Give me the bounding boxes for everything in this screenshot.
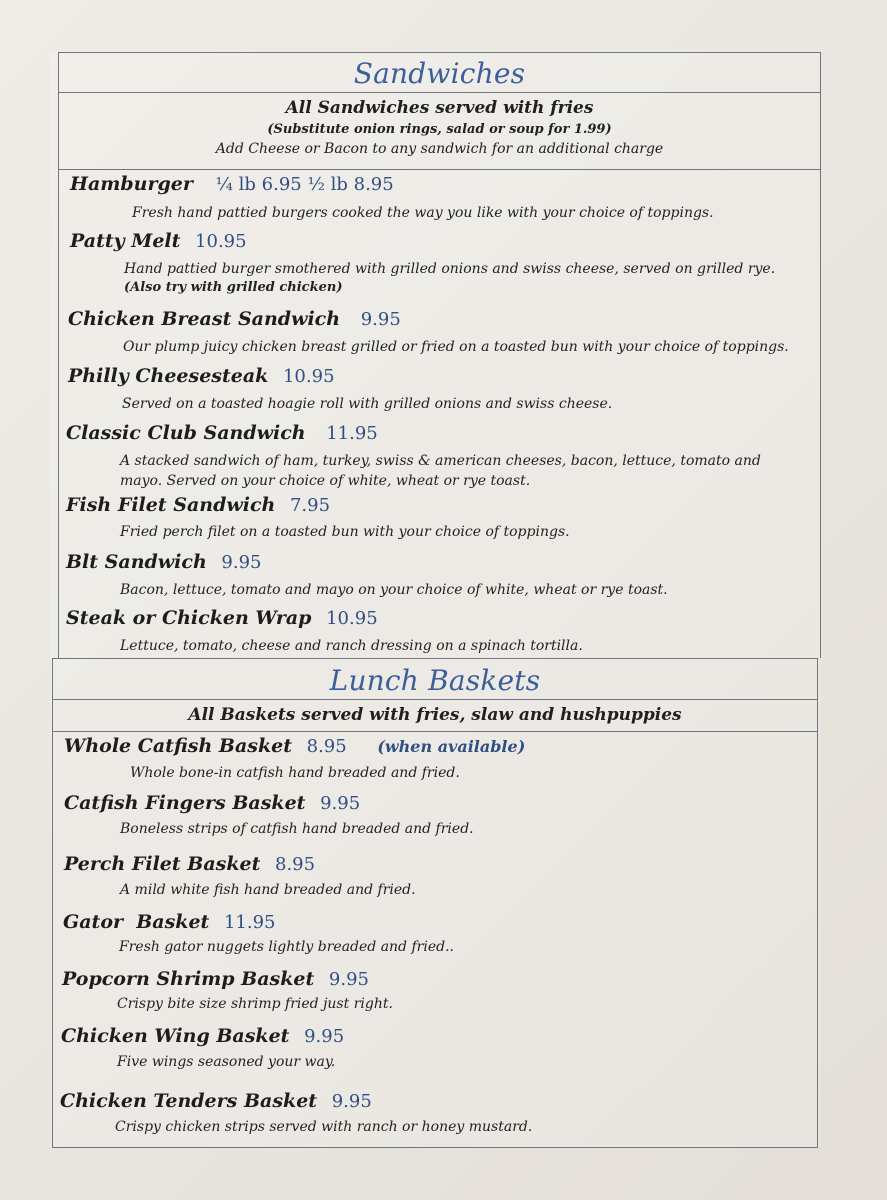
divider-baskets-title <box>52 699 818 700</box>
item-name: Hamburger <box>70 173 193 195</box>
item-price: 9.95 <box>221 552 262 573</box>
divider-baskets-top <box>52 658 818 659</box>
item-name: Popcorn Shrimp Basket <box>62 968 315 990</box>
item-description: Five wings seasoned your way. <box>117 1054 336 1070</box>
baskets-title: Lunch Baskets <box>329 664 541 697</box>
bottom-border <box>52 1147 818 1148</box>
item-description: Fresh gator nuggets lightly breaded and fried.. <box>119 939 454 955</box>
item-description: Crispy bite size shrimp fried just right. <box>117 996 393 1012</box>
item-description: Served on a toasted hoagie roll with grilled onions and swiss cheese. <box>122 396 613 412</box>
item-name: Patty Melt <box>70 230 181 252</box>
item-price: 10.95 <box>326 608 378 629</box>
divider-baskets-subhead <box>52 731 818 732</box>
item-name: Whole Catfish Basket <box>64 735 292 757</box>
item-name: Chicken Breast Sandwich <box>68 308 341 330</box>
item-price: 9.95 <box>320 793 361 814</box>
item-name: Steak or Chicken Wrap <box>66 607 312 629</box>
item-price: 8.95 <box>306 736 347 757</box>
item-description: Boneless strips of catfish hand breaded and fried. <box>120 821 474 837</box>
item-price: 9.95 <box>331 1091 372 1112</box>
item-name: Catfish Fingers Basket <box>64 792 306 814</box>
item-description: Fried perch filet on a toasted bun with your choice of toppings. <box>120 524 570 540</box>
item-description: Whole bone-in catfish hand breaded and fried. <box>130 765 460 781</box>
item-name: Classic Club Sandwich <box>66 422 306 444</box>
item-price: 7.95 <box>289 495 331 516</box>
item-description: Fresh hand pattied burgers cooked the way you like with your choice of toppings. <box>132 205 714 221</box>
item-price: 9.95 <box>360 309 401 330</box>
item-name: Philly Cheesesteak <box>68 365 269 387</box>
item-description: Lettuce, tomato, cheese and ranch dressing on a spinach tortilla. <box>120 638 583 654</box>
sandwiches-title: Sandwiches <box>353 57 526 90</box>
item-name: Chicken Tenders Basket <box>60 1090 318 1112</box>
item-name: Perch Filet Basket <box>64 853 261 875</box>
item-description: A stacked sandwich of ham, turkey, swiss & american cheeses, bacon, lettuce, tomato and mayo. Served on your choice of white, wheat or rye toast. <box>120 453 761 489</box>
item-price: 8.95 <box>275 854 316 875</box>
item-name: Gator Basket <box>63 911 210 933</box>
sandwiches-subhead: All Sandwiches served with fries <box>285 98 594 118</box>
item-availability-note: (when available) <box>377 737 526 756</box>
item-price: 11.95 <box>326 423 378 444</box>
item-price: 9.95 <box>328 969 369 990</box>
top-border <box>58 52 821 53</box>
item-price: 10.95 <box>282 366 335 387</box>
sandwiches-substitute-note: (Substitute onion rings, salad or soup for 1.99) <box>267 122 612 137</box>
item-description: A mild white fish hand breaded and fried. <box>120 882 416 898</box>
item-name: Chicken Wing Basket <box>61 1025 290 1047</box>
item-description: Crispy chicken strips served with ranch or honey mustard. <box>115 1119 533 1135</box>
item-price: 10.95 <box>195 231 247 252</box>
baskets-subhead: All Baskets served with fries, slaw and hushpuppies <box>188 705 682 725</box>
item-description: Our plump juicy chicken breast grilled or fried on a toasted bun with your choice of toppings. <box>123 339 789 355</box>
item-price: 11.95 <box>223 912 276 933</box>
item-name: Fish Filet Sandwich <box>66 494 276 516</box>
item-description-note: (Also try with grilled chicken) <box>124 280 343 295</box>
item-name: Blt Sandwich <box>66 551 207 573</box>
item-price: 9.95 <box>304 1026 345 1047</box>
sandwiches-addon-note: Add Cheese or Bacon to any sandwich for an additional charge <box>215 141 664 157</box>
divider-sandwiches-title <box>58 92 821 93</box>
item-price: ¼ lb 6.95 ½ lb 8.95 <box>215 174 394 195</box>
item-description: Hand pattied burger smothered with grilled onions and swiss cheese, served on grilled rye. <box>124 261 776 277</box>
item-description: Bacon, lettuce, tomato and mayo on your choice of white, wheat or rye toast. <box>120 582 668 598</box>
divider-sandwiches-subhead <box>58 169 821 170</box>
